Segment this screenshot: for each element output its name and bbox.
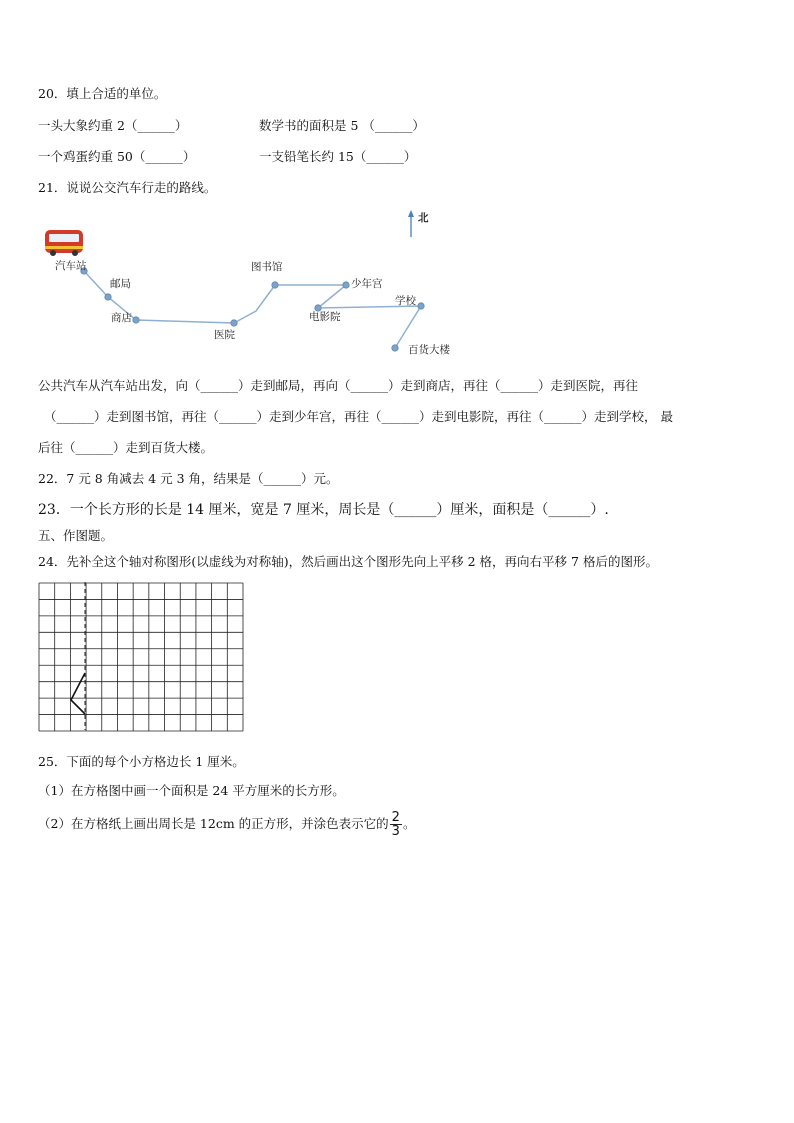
- half-figure: [71, 673, 85, 714]
- north-label: 北: [418, 212, 429, 224]
- q21-line2: （______）走到图书馆，再往（______）走到少年宫，再往（______）走到电影院，再往（______）走到学校， 最: [44, 409, 673, 424]
- section5-title: 五、作图题。: [38, 528, 114, 543]
- q25-part1: （1）在方格图中画一个面积是 24 平方厘米的长方形。: [38, 783, 345, 798]
- label-department-store: 百货大楼: [408, 344, 450, 356]
- fraction-denominator: 3: [391, 824, 400, 839]
- q25-part2-before: （2）在方格纸上画出周长是 12cm 的正方形，并涂色表示它的: [38, 816, 389, 831]
- stop-dot-library: [272, 282, 278, 288]
- q25-part2: [38, 811, 415, 838]
- q21-line3: 后往（______）走到百货大楼。: [38, 440, 214, 455]
- fraction: [390, 811, 402, 838]
- stop-dot-post-office: [105, 294, 111, 300]
- stop-dot-youth-palace: [343, 282, 349, 288]
- q20-row1-left: 一头大象约重 2（______）: [38, 118, 188, 133]
- label-bus-station: 汽车站: [55, 260, 87, 272]
- stop-dot-store: [133, 317, 139, 323]
- q24-text: 24．先补全这个轴对称图形(以虚线为对称轴)，然后画出这个图形先向上平移 2 格，再向右平移 7 格后的图形。: [38, 554, 658, 569]
- q20-row2-left: 一个鸡蛋约重 50（______）: [38, 149, 196, 164]
- stop-dot-hospital: [231, 320, 237, 326]
- bus-icon: [45, 230, 83, 256]
- label-youth-palace: 少年宫: [351, 278, 383, 290]
- q21-line1: 公共汽车从汽车站出发，向（______）走到邮局，再向（______）走到商店，再往（______）走到医院，再往: [38, 378, 639, 393]
- q22-text: 22．7 元 8 角减去 4 元 3 角，结果是（______）元。: [38, 471, 339, 486]
- q21-title: 21．说说公交汽车行走的路线。: [38, 180, 217, 195]
- q24-grid: [38, 582, 244, 732]
- label-store: 商店: [111, 312, 132, 324]
- label-school: 学校: [395, 295, 416, 307]
- label-hospital: 医院: [214, 329, 235, 341]
- q20-title: 20．填上合适的单位。: [38, 86, 167, 101]
- label-cinema: 电影院: [309, 311, 341, 323]
- bus-route-map: [38, 205, 478, 360]
- fraction-numerator: 2: [391, 810, 400, 825]
- q20-row2-right: 一支铅笔长约 15（______）: [259, 149, 417, 164]
- label-library: 图书馆: [251, 261, 283, 273]
- stop-dot-school: [418, 303, 424, 309]
- q25-title: 25．下面的每个小方格边长 1 厘米。: [38, 754, 245, 769]
- q23-text: 23．一个长方形的长是 14 厘米，宽是 7 厘米，周长是（______）厘米，面积是（______）.: [38, 502, 609, 518]
- north-arrow-icon: [408, 210, 414, 237]
- q20-row1-right: 数学书的面积是 5 （______）: [259, 118, 425, 133]
- q25-part2-after: 。: [402, 816, 416, 831]
- stop-dot-department-store: [392, 345, 398, 351]
- label-post-office: 邮局: [110, 278, 131, 290]
